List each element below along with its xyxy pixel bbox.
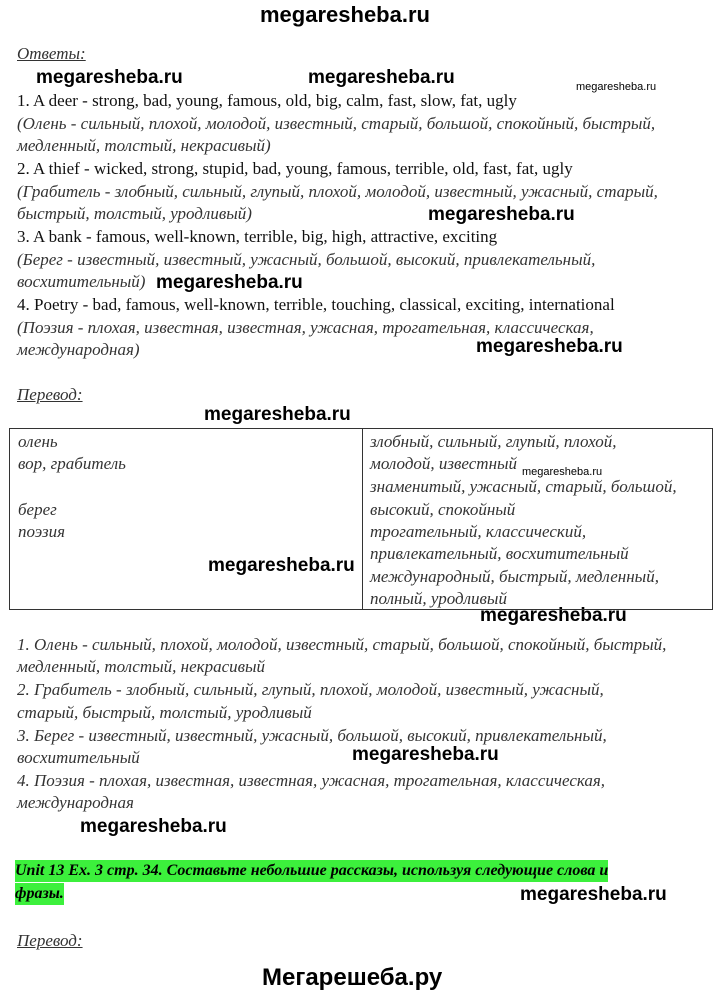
answer-line: медленный, толстый, некрасивый) bbox=[17, 136, 271, 155]
task-title-line: Unit 13 Ex. 3 стр. 34. Составьте небольшие рассказы, используя следующие слова и bbox=[15, 860, 608, 882]
answer-line: 3. A bank - famous, well-known, terrible, big, high, attractive, exciting bbox=[17, 227, 498, 246]
summary-line: старый, быстрый, толстый, уродливый bbox=[17, 703, 312, 722]
table-right-cell: полный, уродливый bbox=[370, 589, 507, 608]
table-right-cell: молодой, известный bbox=[370, 454, 518, 473]
watermark: megaresheba.ru bbox=[522, 466, 603, 478]
table-right-cell: международный, быстрый, медленный, bbox=[370, 567, 659, 586]
task-highlight bbox=[15, 858, 697, 904]
table-left-cell: олень bbox=[18, 432, 58, 451]
summary-line: медленный, толстый, некрасивый bbox=[17, 657, 266, 676]
watermark: megaresheba.ru bbox=[80, 816, 227, 837]
table-right-cell: знаменитый, ужасный, старый, большой, bbox=[370, 477, 677, 496]
table-right-cell: злобный, сильный, глупый, плохой, bbox=[370, 432, 617, 451]
watermark: megaresheba.ru bbox=[576, 81, 657, 93]
watermark: megaresheba.ru bbox=[352, 744, 499, 765]
answer-line: 2. A thief - wicked, strong, stupid, bad, young, famous, terrible, old, fast, fat, ugly bbox=[17, 159, 573, 178]
watermark-top: megaresheba.ru bbox=[260, 2, 430, 27]
answer-line: быстрый, толстый, уродливый) bbox=[17, 204, 252, 223]
watermark: megaresheba.ru bbox=[308, 67, 455, 88]
answer-line: 1. A deer - strong, bad, young, famous, old, big, calm, fast, slow, fat, ugly bbox=[17, 91, 517, 110]
watermark: megaresheba.ru bbox=[520, 884, 667, 905]
translation-heading-2: Перевод: bbox=[17, 931, 83, 950]
answer-line: 4. Poetry - bad, famous, well-known, terrible, touching, classical, exciting, international bbox=[17, 295, 615, 314]
task-title-line: фразы. bbox=[15, 883, 64, 905]
watermark-bottom: Мегарешеба.ру bbox=[262, 964, 443, 991]
answer-line: (Олень - сильный, плохой, молодой, известный, старый, большой, спокойный, быстрый, bbox=[17, 114, 656, 133]
table-right-cell: привлекательный, восхитительный bbox=[370, 544, 629, 563]
watermark: megaresheba.ru bbox=[36, 67, 183, 88]
summary-line: 1. Олень - сильный, плохой, молодой, известный, старый, большой, спокойный, быстрый, bbox=[17, 635, 667, 654]
summary-line: 3. Берег - известный, известный, ужасный, большой, высокий, привлекательный, bbox=[17, 726, 607, 745]
watermark: megaresheba.ru bbox=[480, 605, 627, 626]
summary-line: международная bbox=[17, 793, 134, 812]
table-left-cell: поэзия bbox=[18, 522, 66, 541]
table-left-cell: вор, грабитель bbox=[18, 454, 126, 473]
answer-line: (Берег - известный, известный, ужасный, большой, высокий, привлекательный, bbox=[17, 250, 596, 269]
answers-heading: Ответы: bbox=[17, 44, 86, 63]
watermark: megaresheba.ru bbox=[208, 555, 355, 576]
watermark: megaresheba.ru bbox=[156, 272, 303, 293]
watermark: megaresheba.ru bbox=[428, 204, 575, 225]
summary-line: 2. Грабитель - злобный, сильный, глупый, плохой, молодой, известный, ужасный, bbox=[17, 680, 604, 699]
answer-line: международная) bbox=[17, 340, 140, 359]
watermark: megaresheba.ru bbox=[476, 336, 623, 357]
table-right-cell: высокий, спокойный bbox=[370, 500, 516, 519]
table-left-cell: берег bbox=[18, 500, 57, 519]
watermark: megaresheba.ru bbox=[204, 404, 351, 425]
translation-heading: Перевод: bbox=[17, 385, 83, 404]
answer-line: (Грабитель - злобный, сильный, глупый, плохой, молодой, известный, ужасный, старый, bbox=[17, 182, 658, 201]
vocabulary-table bbox=[9, 428, 713, 610]
summary-line: восхитительный bbox=[17, 748, 140, 767]
answer-line: восхитительный) bbox=[17, 272, 146, 291]
answer-line: (Поэзия - плохая, известная, известная, ужасная, трогательная, классическая, bbox=[17, 318, 594, 337]
table-right-cell: трогательный, классический, bbox=[370, 522, 587, 541]
summary-line: 4. Поэзия - плохая, известная, известная, ужасная, трогательная, классическая, bbox=[17, 771, 606, 790]
table-divider bbox=[362, 429, 363, 609]
